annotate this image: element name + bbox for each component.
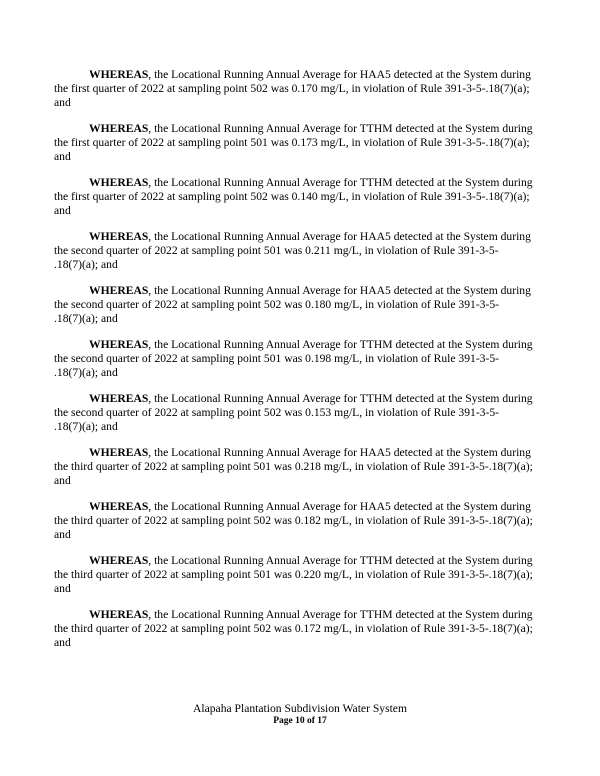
whereas-keyword: WHEREAS — [89, 230, 149, 243]
whereas-keyword: WHEREAS — [89, 446, 149, 459]
paragraph-line: the first quarter of 2022 at sampling point 501 was 0.173 mg/L, in violation of Rule 391-3-5-.18(7)(a); — [54, 136, 530, 149]
paragraph-line: the second quarter of 2022 at sampling point 502 was 0.180 mg/L, in violation of Rule 391-3-5- — [54, 298, 499, 311]
whereas-paragraph — [54, 608, 546, 650]
paragraph-line: .18(7)(a); and — [54, 366, 118, 379]
paragraph-line: WHEREAS, the Locational Running Annual Average for TTHM detected at the System during — [89, 338, 533, 351]
paragraph-line: and — [54, 96, 71, 109]
paragraph-line: WHEREAS, the Locational Running Annual Average for TTHM detected at the System during — [89, 608, 533, 621]
page-footer — [0, 702, 600, 727]
paragraph-line: the second quarter of 2022 at sampling point 501 was 0.211 mg/L, in violation of Rule 391-3-5- — [54, 244, 499, 257]
paragraph-line: .18(7)(a); and — [54, 258, 118, 271]
whereas-keyword: WHEREAS — [89, 554, 149, 567]
paragraph-line: WHEREAS, the Locational Running Annual Average for HAA5 detected at the System during — [89, 446, 531, 459]
paragraph-line: and — [54, 204, 71, 217]
whereas-paragraph — [54, 284, 546, 326]
paragraph-line: the second quarter of 2022 at sampling point 501 was 0.198 mg/L, in violation of Rule 391-3-5- — [54, 352, 499, 365]
paragraph-line: the third quarter of 2022 at sampling point 501 was 0.220 mg/L, in violation of Rule 391-3-5-.18(7)(a); — [54, 568, 533, 581]
paragraph-line: the third quarter of 2022 at sampling point 501 was 0.218 mg/L, in violation of Rule 391-3-5-.18(7)(a); — [54, 460, 533, 473]
paragraph-line: WHEREAS, the Locational Running Annual Average for HAA5 detected at the System during — [89, 284, 531, 297]
whereas-keyword: WHEREAS — [89, 284, 149, 297]
paragraph-line: and — [54, 474, 71, 487]
paragraph-line: and — [54, 528, 71, 541]
whereas-keyword: WHEREAS — [89, 68, 149, 81]
paragraph-line: the first quarter of 2022 at sampling point 502 was 0.170 mg/L, in violation of Rule 391-3-5-.18(7)(a); — [54, 82, 530, 95]
whereas-keyword: WHEREAS — [89, 500, 149, 513]
footer-title: Alapaha Plantation Subdivision Water System — [193, 702, 407, 715]
paragraph-line: and — [54, 150, 71, 163]
whereas-paragraph — [54, 176, 546, 218]
paragraph-line: and — [54, 582, 71, 595]
whereas-paragraph — [54, 338, 546, 380]
whereas-keyword: WHEREAS — [89, 608, 149, 621]
paragraph-line: WHEREAS, the Locational Running Annual Average for TTHM detected at the System during — [89, 554, 533, 567]
paragraph-line: .18(7)(a); and — [54, 312, 118, 325]
paragraph-line: WHEREAS, the Locational Running Annual Average for HAA5 detected at the System during — [89, 230, 531, 243]
whereas-paragraph — [54, 392, 546, 434]
paragraph-line: the third quarter of 2022 at sampling point 502 was 0.182 mg/L, in violation of Rule 391-3-5-.18(7)(a); — [54, 514, 533, 527]
page-number: Page 10 of 17 — [273, 716, 327, 726]
whereas-paragraph — [54, 446, 546, 488]
paragraph-line: WHEREAS, the Locational Running Annual Average for TTHM detected at the System during — [89, 392, 533, 405]
paragraph-line: WHEREAS, the Locational Running Annual Average for TTHM detected at the System during — [89, 176, 533, 189]
whereas-paragraph — [54, 230, 546, 272]
whereas-keyword: WHEREAS — [89, 338, 149, 351]
paragraph-line: and — [54, 636, 71, 649]
paragraph-line: .18(7)(a); and — [54, 420, 118, 433]
whereas-keyword: WHEREAS — [89, 176, 149, 189]
whereas-paragraph — [54, 122, 546, 164]
paragraph-line: WHEREAS, the Locational Running Annual Average for HAA5 detected at the System during — [89, 68, 531, 81]
paragraph-line: the second quarter of 2022 at sampling point 502 was 0.153 mg/L, in violation of Rule 391-3-5- — [54, 406, 499, 419]
paragraph-line: WHEREAS, the Locational Running Annual Average for TTHM detected at the System during — [89, 122, 533, 135]
whereas-keyword: WHEREAS — [89, 392, 149, 405]
whereas-keyword: WHEREAS — [89, 122, 149, 135]
paragraph-line: the first quarter of 2022 at sampling point 502 was 0.140 mg/L, in violation of Rule 391-3-5-.18(7)(a); — [54, 190, 530, 203]
whereas-paragraph — [54, 500, 546, 542]
whereas-paragraph — [54, 554, 546, 596]
whereas-paragraph — [54, 68, 546, 110]
paragraph-line: the third quarter of 2022 at sampling point 502 was 0.172 mg/L, in violation of Rule 391-3-5-.18(7)(a); — [54, 622, 533, 635]
document-body — [54, 68, 546, 662]
paragraph-line: WHEREAS, the Locational Running Annual Average for HAA5 detected at the System during — [89, 500, 531, 513]
